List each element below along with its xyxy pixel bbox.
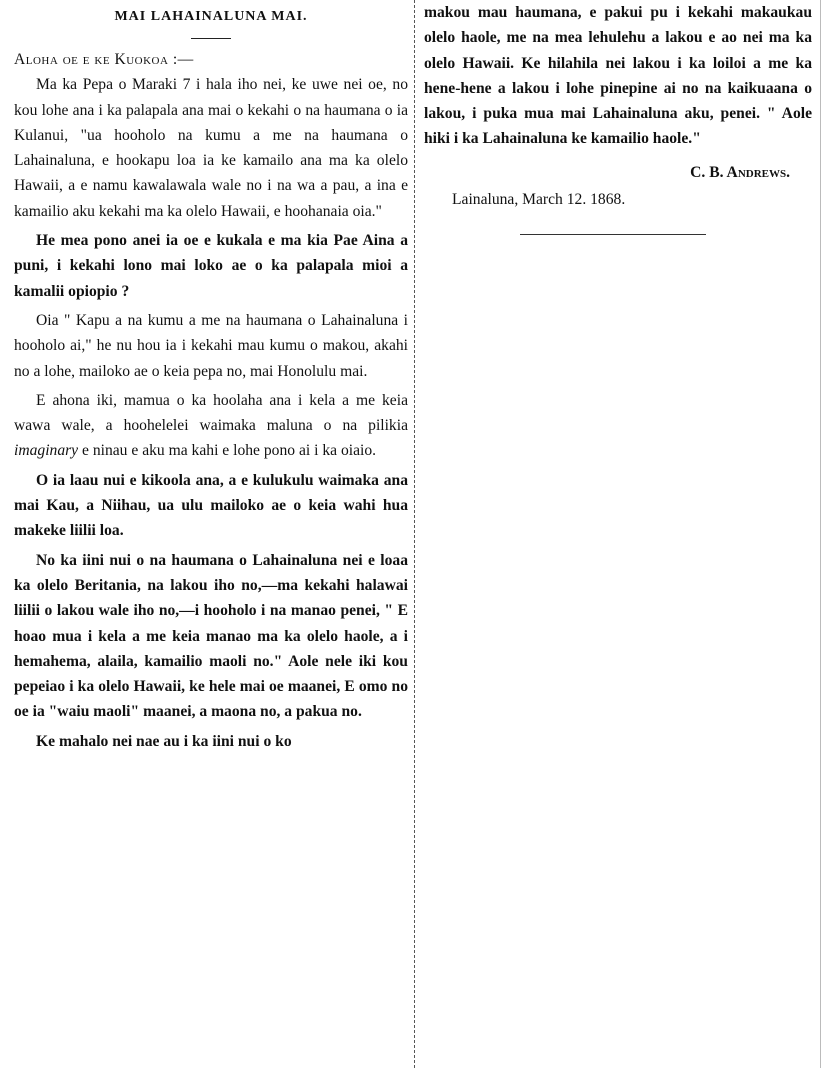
salutation: Aloha oe e ke Kuokoa :— — [14, 51, 194, 68]
article-title: MAI LAHAINALUNA MAI. — [114, 9, 308, 24]
paragraph-4-italic: imaginary — [14, 442, 79, 460]
left-column — [14, 0, 408, 758]
paragraph-7: Ke mahalo nei nae au i ka iini nui o ko — [36, 732, 292, 750]
title-rule — [191, 38, 231, 39]
right-column — [424, 0, 812, 235]
place-date: Lainaluna, March 12. 1868. — [452, 191, 626, 209]
paragraph-6: No ka iini nui o na haumana o Lahainaluna nei e loaa ka olelo Beritania, na lakou iho no,—ma kekahi halawai liilii o lakou wale iho no,—i hooholo i na manao penei, " E hoao mua i kela a me keia manao ma ka olelo haole, a i hemahema, alaila, kamailio maoli no." Aole nele iki kou pepeiao i ka olelo Hawaii, ke hele mai oe maanei, E omo no oe ia "waiu maoli" maanei, a maona no, a pakua no. — [14, 551, 408, 721]
paragraph-4 — [14, 388, 408, 464]
paragraph-1: Ma ka Pepa o Maraki 7 i hala iho nei, ke uwe nei oe, no kou lohe ana i ka palapala ana mai o kekahi o na haumana o ia Kulanui, "ua hooholo na kumu a me na haumana o Lahainaluna, e hookapu loa ia ke kamailo ana ma ka olelo Hawaii, a e namu kawalawala wale no i na wa a pau, a ina e kamailio aku kekahi ma ka olelo Hawaii, e hoohanaia oia." — [14, 76, 408, 220]
paragraph-continued: makou mau haumana, e pakui pu i kekahi makaukau olelo haole, me na mea lehulehu a lakou e ao nei ma ka olelo Hawaii. Ke hilahila nei lakou i ka loiloi a me ka hene-hene a lakou i lohe pinepine ai no na kaikuaana o lakou, i puka mua mai Lahainaluna aku, penei. " Aole hiki i ka Lahainaluna ke kamailio haole." — [424, 4, 812, 148]
signature: C. B. Andrews. — [690, 163, 790, 181]
paragraph-5: O ia laau nui e kikoola ana, a e kulukulu waimaka ana mai Kau, a Niihau, ua ulu mailoko ae o keia wahi hua makeke liilii loa. — [14, 471, 408, 540]
end-rule — [520, 234, 706, 235]
paragraph-3: Oia " Kapu a na kumu a me na haumana o Lahainaluna i hooholo ai," he nu hou ia i kekahi mau kumu o makou, akahi no a lohe, mailoko ae o keia pepa no, mai Honolulu mai. — [14, 311, 408, 380]
paragraph-4-start: E ahona iki, mamua o ka hoolaha ana i kela a me keia wawa wale, a hoohelelei waimaka maluna o na pilikia — [14, 391, 408, 435]
page-edge — [820, 0, 821, 1068]
column-divider — [414, 0, 416, 1068]
paragraph-2: He mea pono anei ia oe e kukala e ma kia Pae Aina a puni, i kekahi lono mai loko ae o ka palapala mioi a kamalii opiopio ? — [14, 232, 408, 300]
paragraph-4-end: e ninau e aku ma kahi e lohe pono ai i ka oiaio. — [78, 442, 377, 460]
